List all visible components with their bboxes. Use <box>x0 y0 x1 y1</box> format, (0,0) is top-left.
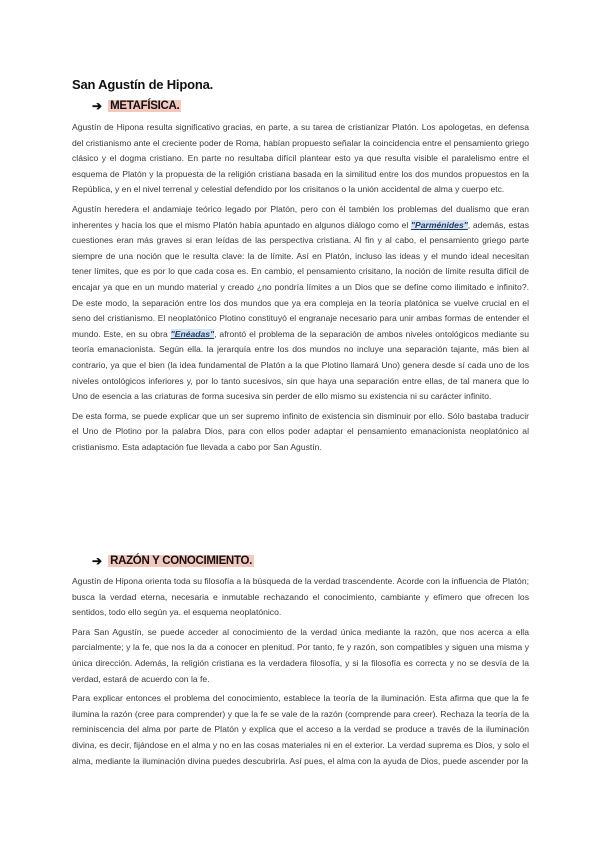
paragraph <box>72 120 529 198</box>
paragraph-text: Para San Agustín, se puede acceder al conocimiento de la verdad única mediante la razón, que nos acerca a ella parcialmente; y la fe, que nos la da a conocer en plenitud. Por tanto, fe y razón, son compatibles y siguen una misma y única dirección. Además, la religión cristiana es la verdadera filosofía, y si la filosofía es correcta y no se desvía de la verdad, estará de acuerdo con la fe. <box>72 626 529 684</box>
paragraph-text: Para explicar entonces el problema del conocimiento, establece la teoría de la iluminación. Esta afirma que que la fe ilumina la razón (cree para comprender) y que la fe se vale de la razón (comprende para creer). Rechaza la teoría de la reminiscencia del alma por parte de Platón y explica que el acceso a la verdad se produce a través de la iluminación divina, es decir, fijándose en el alma y no en las cosas materiales ni en el exterior. La verdad suprema es Dios, y solo el alma, mediante la iluminación divina puedes descubrirla. Así pues, el alma con la ayuda de Dios, puede ascender por la <box>72 693 529 766</box>
section-heading-metafisica <box>92 99 181 113</box>
section-heading-label: RAZÓN Y CONOCIMIENTO. <box>110 555 252 567</box>
section-heading-razon <box>92 554 254 568</box>
paragraph-text: , además, estas cuestiones eran más graves si eran leídas de las perspectiva cristiana. Al fin y al cabo, el pensamiento griego parte siempre de una noción que le resulta clave: la de límite. Así en Platón, incluso las ideas y el mundo ideal necesitan tener límites, que es por lo que cada cosa es. En cambio, el pensamiento crisitano, la noción de límite resulta difícil de encajar ya que en un mundo material y creado ¿no pondría límites a un Dios que se define como ilimitado e infinito?. De este modo, la separación entre los dos mundos que ya era compleja en la teoría platónica se vuelve crucial en el seno del cristianismo. El neoplatónico Plotino constituyó el engranaje necesario para unir ambas formas de entender el mundo. Este, en su obra <box>72 219 529 339</box>
paragraph <box>72 691 529 769</box>
document-title: San Agustín de Hipona. <box>72 77 214 92</box>
section-heading-label: METAFÍSICA. <box>110 100 180 112</box>
section-body-metafisica <box>72 120 529 459</box>
section-body-razon <box>72 574 529 773</box>
paragraph-text: , afrontó el problema de la separación de ambos niveles ontológicos mediante su teoría emanacionista. Según ella. la jerarquía entre los dos mundos no incluye una separación tajante, más bien al contrario, ya que el bien (la idea fundamental de Platón a la que Plotino llamará Uno) genera desde sí cada uno de los niveles ontológicos inferiores y, por lo tanto sucesivos, sin que haya una separación entre ellas, de tal manera que lo Uno de esencia a las criaturas de forma sucesiva sin perder de ello mismo su existencia ni su carácter infinito. <box>72 328 530 402</box>
arrow-right-icon: ➔ <box>92 554 103 568</box>
paragraph-text: Agustín de Hipona orienta toda su filosofía a la búsqueda de la verdad trascendente. Acorde con la influencia de Platón; busca la verdad eterna, necesaria e inmutable rechazando el conocimiento, cambiante y efímero que ofrecen los sentidos, todo ello según ya. el esquema neoplatónico. <box>72 576 529 618</box>
arrow-right-icon: ➔ <box>92 99 103 113</box>
work-title-parmenides: "Parménides" <box>410 219 468 230</box>
work-title-eneadas: "Enéadas" <box>170 328 215 339</box>
paragraph <box>72 574 529 621</box>
paragraph <box>72 202 529 405</box>
paragraph-text: De esta forma, se puede explicar que un ser supremo infinito de existencia sin disminuir por ello. Sólo bastaba traducir el Uno de Plotino por la palabra Dios, para con ellos poder adaptar el pensamiento emanacionista neoplatónico al cristianismo. Esta adaptación fue llevada a cabo por San Agustín. <box>72 410 529 452</box>
paragraph <box>72 409 529 456</box>
paragraph <box>72 625 529 687</box>
paragraph-text: Agustín de Hipona resulta significativo gracias, en parte, a su tarea de cristianizar Platón. Los apologetas, en defensa del cristianismo ante el creciente poder de Roma, habían propuesto señalar la coincidencia entre el pensamiento griego clásico y el dogma cristiano. En parte no resultaba difícil plantear esto ya que resulta visible el paralelismo entre el esquema de Platón y la propuesta de la religión cristiana basada en la similitud entre los dos mundos propuestos en la República, y en el nivel terrenal y celestial defendido por los crisitanos o la unión accidental de alma y cuerpo etc. <box>72 122 529 195</box>
paragraph-text: Agustín heredera el andamiaje teórico legado por Platón, pero con él también los problemas del dualismo que eran inherentes y hacia los que el mismo Platón había apuntado en algunos diálogo como el <box>72 203 529 230</box>
